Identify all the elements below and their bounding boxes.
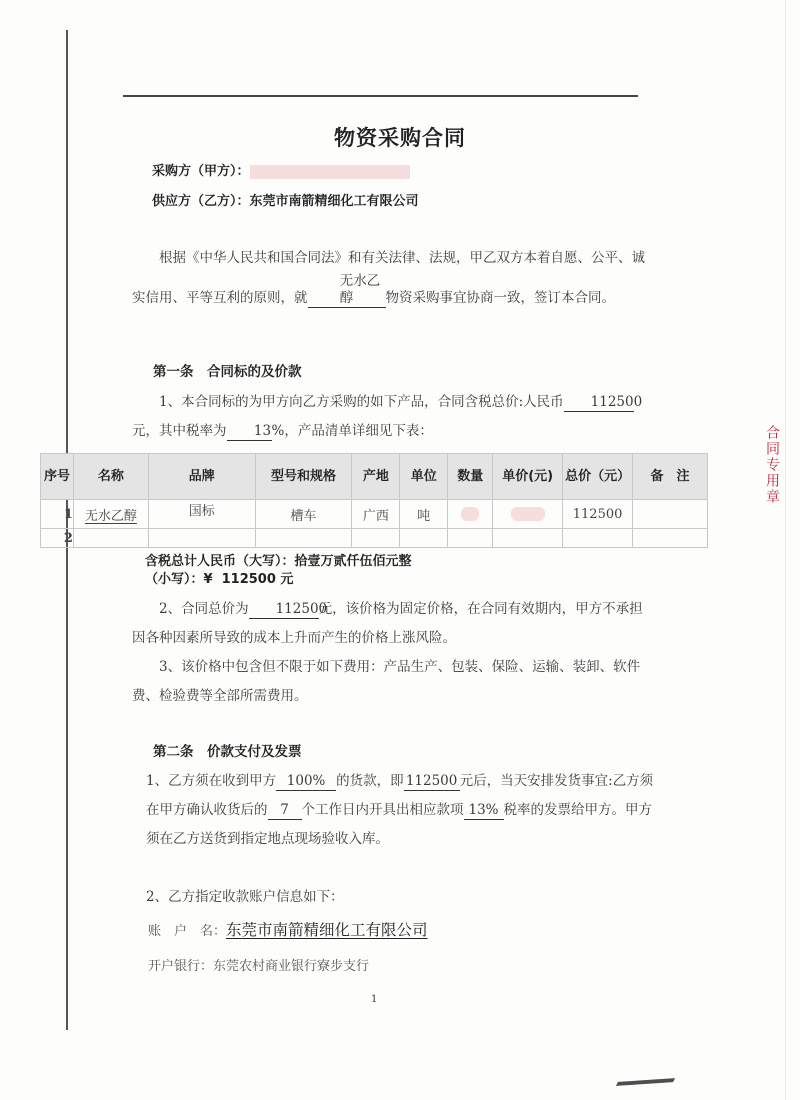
cell-empty <box>148 529 255 548</box>
cell-total: 112500 <box>563 500 633 529</box>
intro-text-1: 根据《中华人民共和国合同法》和有关法律、法规，甲乙双方本着自愿、公平、诚实信用、平等互利的原则，就 <box>132 250 645 306</box>
a2-clause1-tax: 13% <box>464 802 504 820</box>
table-row <box>41 529 708 548</box>
account-name-line <box>148 918 428 940</box>
a2-clause1-text-e: 税率的发票给甲方。甲方须在乙方送货到指定地点现场验收入库。 <box>146 802 652 847</box>
article2-clause1 <box>146 767 656 854</box>
article2-clause2: 2、乙方指定收款账户信息如下： <box>146 889 344 905</box>
table-header-row <box>41 454 708 500</box>
a2-clause1-text-a: 1、乙方须在收到甲方 <box>146 773 277 789</box>
buyer-label: 采购方（甲方）： <box>152 164 250 179</box>
cell-empty <box>448 529 493 548</box>
cell-qty-redacted <box>448 500 493 529</box>
article1-clause2 <box>132 595 652 653</box>
a2-clause1-amount: 112500 <box>404 773 460 791</box>
total-lower-label: （小写）：¥ <box>145 572 213 587</box>
col-header: 品牌 <box>148 454 255 500</box>
page-edge <box>785 0 786 1100</box>
total-lower-value: 112500 <box>221 572 276 587</box>
clause1-text-b: 元，其中税率为 <box>132 423 227 439</box>
buyer-name-redacted <box>250 165 410 179</box>
bank-value: 东莞农村商业银行寮步支行 <box>213 959 370 974</box>
cell-empty <box>255 529 352 548</box>
cell-brand: 国标 <box>148 500 255 529</box>
bank-line <box>148 955 369 974</box>
article2-heading: 第二条 价款支付及发票 <box>153 744 302 760</box>
supplier-name: 东莞市南箭精细化工有限公司 <box>249 194 419 209</box>
a2-clause1-days: 7 <box>268 802 302 820</box>
seal-stamp-icon: 合同专用章 <box>764 425 780 505</box>
cell-note <box>633 500 708 529</box>
cell-origin: 广西 <box>352 500 400 529</box>
cell-name: 无水乙醇 <box>73 500 148 529</box>
cell-spec: 槽车 <box>255 500 352 529</box>
cell-empty <box>352 529 400 548</box>
col-header: 数量 <box>448 454 493 500</box>
account-name-label: 账 户 名： <box>148 924 227 939</box>
a2-clause1-pct: 100% <box>276 773 336 791</box>
cell-empty <box>493 529 563 548</box>
a2-clause1-text-d: 个工作日内开具出相应款项 <box>301 802 464 818</box>
cell-seq: 1 <box>41 500 74 529</box>
a2-clause1-text-c: 元后，当天安排发货事宜:乙方须在甲方确认收货后的 <box>146 773 654 818</box>
clause2-text-b: 元，该价格为固定价格，在合同有效期内，甲方不承担因各种因素所导致的成本上升而产生的价格上涨风险。 <box>132 601 643 646</box>
col-header: 备 注 <box>633 454 708 500</box>
clause1-text-a: 1、本合同标的为甲方向乙方采购的如下产品，合同含税总价:人民币 <box>159 394 564 410</box>
account-name-value: 东莞市南箭精细化工有限公司 <box>226 921 428 939</box>
clause1-tax: 13 <box>227 423 272 441</box>
intro-text-2: 物资采购事宜协商一致，签订本合同。 <box>385 290 615 306</box>
col-header: 单价(元) <box>493 454 563 500</box>
product-table <box>40 453 708 548</box>
col-header: 产地 <box>352 454 400 500</box>
total-summary <box>145 553 412 589</box>
table-row <box>41 500 708 529</box>
col-header: 单位 <box>400 454 448 500</box>
cell-empty <box>633 529 708 548</box>
col-header: 总价（元） <box>563 454 633 500</box>
article1-clause3: 3、该价格中包含但不限于如下费用：产品生产、包装、保险、运输、装卸、软件费、检验费等全部所需费用。 <box>132 659 641 704</box>
supplier-label: 供应方（乙方）： <box>152 194 250 209</box>
a2-clause1-text-b: 的货款，即 <box>336 773 404 789</box>
cell-seq: 2 <box>41 529 74 548</box>
article1-heading: 第一条 合同标的及价款 <box>153 364 302 380</box>
cell-empty <box>563 529 633 548</box>
page-number: 1 <box>371 994 378 1005</box>
total-upper-label: 含税总计人民币（大写）： <box>145 554 295 569</box>
buyer-line <box>152 160 410 179</box>
clause1-text-c: %，产品清单详细见下表： <box>271 423 433 439</box>
total-lower-unit: 元 <box>280 572 294 587</box>
intro-product: 无水乙醇 <box>308 273 386 308</box>
col-header: 型号和规格 <box>255 454 352 500</box>
signature-mark <box>616 1078 675 1086</box>
document-title: 物资采购合同 <box>334 126 466 150</box>
total-upper-value: 拾壹万贰仟伍佰元整 <box>294 554 412 569</box>
cell-empty <box>73 529 148 548</box>
clause2-text-a: 2、合同总价为 <box>159 601 249 617</box>
col-header: 名称 <box>73 454 148 500</box>
col-header: 序号 <box>41 454 74 500</box>
bank-label: 开户银行： <box>148 959 214 974</box>
clause1-total: 112500 <box>564 394 634 412</box>
cell-price-redacted <box>493 500 563 529</box>
clause2-total: 112500 <box>249 601 319 619</box>
header-rule <box>123 95 638 97</box>
supplier-line <box>152 190 419 209</box>
intro-paragraph <box>132 244 652 313</box>
cell-unit: 吨 <box>400 500 448 529</box>
article1-clause1 <box>132 388 652 446</box>
cell-empty <box>400 529 448 548</box>
